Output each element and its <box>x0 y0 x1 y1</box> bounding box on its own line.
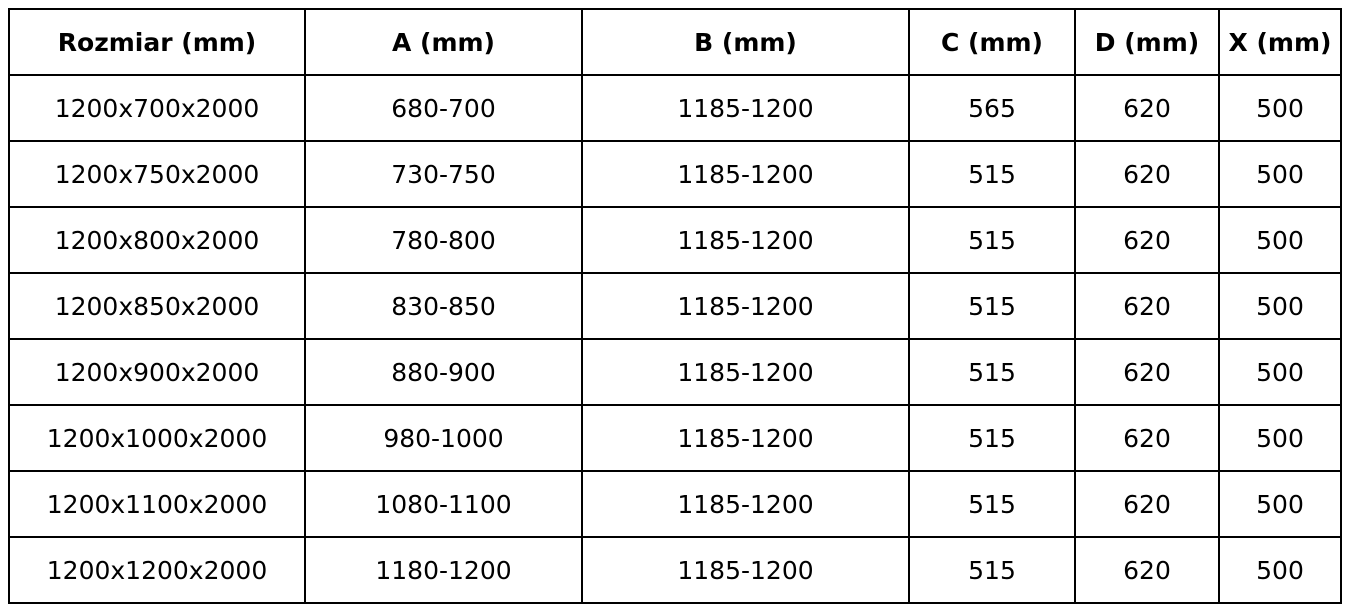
cell-c: 515 <box>909 405 1075 471</box>
cell-b: 1185-1200 <box>582 207 909 273</box>
cell-c: 515 <box>909 471 1075 537</box>
table-row <box>9 471 1341 537</box>
cell-b: 1185-1200 <box>582 537 909 603</box>
cell-x: 500 <box>1219 207 1341 273</box>
cell-b: 1185-1200 <box>582 75 909 141</box>
table-row <box>9 207 1341 273</box>
cell-b: 1185-1200 <box>582 405 909 471</box>
cell-b: 1185-1200 <box>582 273 909 339</box>
cell-x: 500 <box>1219 471 1341 537</box>
cell-x: 500 <box>1219 339 1341 405</box>
cell-d: 620 <box>1075 537 1219 603</box>
size-table <box>8 8 1342 604</box>
cell-d: 620 <box>1075 75 1219 141</box>
cell-a: 980-1000 <box>305 405 582 471</box>
table-row <box>9 141 1341 207</box>
table-row <box>9 537 1341 603</box>
cell-b: 1185-1200 <box>582 471 909 537</box>
table-header-row <box>9 9 1341 75</box>
cell-a: 730-750 <box>305 141 582 207</box>
cell-d: 620 <box>1075 207 1219 273</box>
cell-c: 515 <box>909 207 1075 273</box>
cell-rozmiar: 1200x700x2000 <box>9 75 305 141</box>
column-header-x: X (mm) <box>1219 9 1341 75</box>
cell-x: 500 <box>1219 75 1341 141</box>
cell-x: 500 <box>1219 273 1341 339</box>
cell-a: 1080-1100 <box>305 471 582 537</box>
cell-c: 515 <box>909 141 1075 207</box>
cell-a: 880-900 <box>305 339 582 405</box>
cell-rozmiar: 1200x1100x2000 <box>9 471 305 537</box>
cell-c: 515 <box>909 273 1075 339</box>
cell-rozmiar: 1200x850x2000 <box>9 273 305 339</box>
cell-a: 780-800 <box>305 207 582 273</box>
column-header-c: C (mm) <box>909 9 1075 75</box>
table-row <box>9 273 1341 339</box>
cell-x: 500 <box>1219 537 1341 603</box>
cell-a: 1180-1200 <box>305 537 582 603</box>
cell-a: 680-700 <box>305 75 582 141</box>
cell-rozmiar: 1200x750x2000 <box>9 141 305 207</box>
cell-d: 620 <box>1075 471 1219 537</box>
cell-rozmiar: 1200x800x2000 <box>9 207 305 273</box>
table-row <box>9 339 1341 405</box>
cell-c: 515 <box>909 537 1075 603</box>
column-header-d: D (mm) <box>1075 9 1219 75</box>
table-row <box>9 75 1341 141</box>
cell-a: 830-850 <box>305 273 582 339</box>
cell-d: 620 <box>1075 339 1219 405</box>
cell-x: 500 <box>1219 405 1341 471</box>
size-table-container <box>0 8 1355 599</box>
cell-b: 1185-1200 <box>582 339 909 405</box>
cell-x: 500 <box>1219 141 1341 207</box>
cell-d: 620 <box>1075 273 1219 339</box>
cell-rozmiar: 1200x1200x2000 <box>9 537 305 603</box>
column-header-a: A (mm) <box>305 9 582 75</box>
cell-b: 1185-1200 <box>582 141 909 207</box>
cell-d: 620 <box>1075 141 1219 207</box>
cell-c: 515 <box>909 339 1075 405</box>
cell-d: 620 <box>1075 405 1219 471</box>
table-row <box>9 405 1341 471</box>
column-header-b: B (mm) <box>582 9 909 75</box>
cell-c: 565 <box>909 75 1075 141</box>
cell-rozmiar: 1200x1000x2000 <box>9 405 305 471</box>
cell-rozmiar: 1200x900x2000 <box>9 339 305 405</box>
column-header-rozmiar: Rozmiar (mm) <box>9 9 305 75</box>
